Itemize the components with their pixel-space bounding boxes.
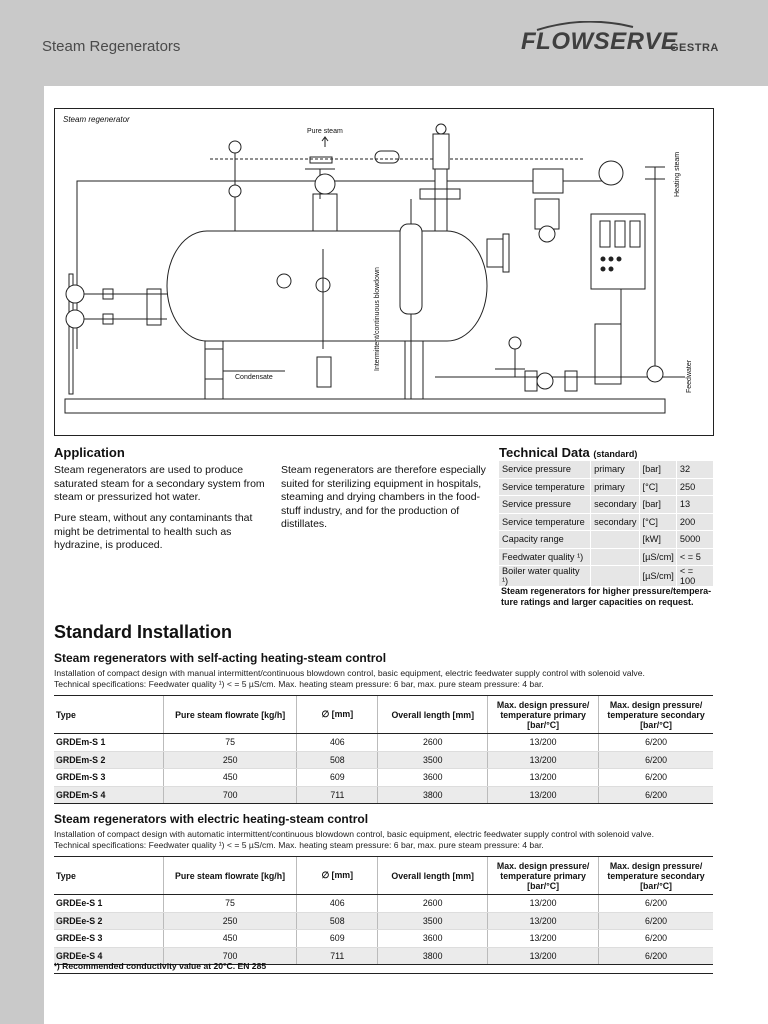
- technical-data-cell: [591, 531, 639, 549]
- table-cell: 13/200: [488, 751, 599, 769]
- technical-data-table: [499, 461, 713, 587]
- technical-data-cell: < = 5: [676, 548, 713, 566]
- table-row: [54, 786, 713, 804]
- table-cell: 6/200: [599, 930, 713, 948]
- table-cell: 6/200: [599, 895, 713, 913]
- application-col1-p1: Steam regenerators are used to produce saturated steam for a secondary system from steam or pressurized hot water.: [54, 464, 265, 503]
- technical-data-cell: [bar]: [639, 461, 676, 478]
- table-cell: 406: [297, 895, 378, 913]
- table-cell: 508: [297, 912, 378, 930]
- table-row: [54, 912, 713, 930]
- table-cell: 6/200: [599, 786, 713, 804]
- technical-data-row: [499, 566, 713, 587]
- self-acting-desc1: Installation of compact design with manual intermittent/continuous blowdown control, basic equipment, electric feedwater supply control with solenoid valve.: [54, 668, 645, 678]
- table-cell: 6/200: [599, 734, 713, 752]
- technical-data-row: [499, 496, 713, 514]
- technical-data-cell: Service pressure: [499, 496, 591, 514]
- label-blowdown: Intermittent/continuous blowdown: [374, 267, 381, 371]
- table-cell: 711: [297, 947, 378, 965]
- technical-data-suffix: (standard): [593, 449, 638, 459]
- table-header-cell: Max. design pressure/ temperature secondary [bar/°C]: [599, 857, 713, 895]
- schematic-drawing: [55, 109, 713, 435]
- table-row: [54, 895, 713, 913]
- table-header-cell: Max. design pressure/ temperature primary [bar/°C]: [488, 857, 599, 895]
- table-cell: 609: [297, 769, 378, 787]
- technical-data-cell: 13: [676, 496, 713, 514]
- table-cell: 250: [164, 751, 297, 769]
- table-header-cell: ∅ [mm]: [297, 696, 378, 734]
- technical-data-cell: [°C]: [639, 478, 676, 496]
- table-cell: 75: [164, 734, 297, 752]
- table-cell: 450: [164, 769, 297, 787]
- table-cell: 3500: [378, 912, 488, 930]
- table-cell: 700: [163, 947, 296, 965]
- self-acting-desc2: Technical specifications: Feedwater quality ¹) < = 5 µS/cm. Max. heating steam pressure: 6 bar, max. pure steam pressure: 4 bar.: [54, 679, 544, 689]
- table-header-cell: Overall length [mm]: [378, 857, 488, 895]
- technical-data-cell: [°C]: [639, 513, 676, 531]
- technical-data-cell: [µS/cm]: [639, 566, 676, 587]
- label-condensate: Condensate: [235, 374, 273, 381]
- table-cell: GRDEe-S 1: [54, 895, 163, 913]
- technical-data-cell: Feedwater quality ¹): [499, 548, 591, 566]
- table-header-cell: Overall length [mm]: [378, 696, 488, 734]
- technical-data-cell: Service temperature: [499, 478, 591, 496]
- gestra-logo: GESTRA: [670, 42, 719, 54]
- page-title: Steam Regenerators: [42, 38, 181, 55]
- table-header-row: [54, 857, 713, 895]
- figure-caption: Steam regenerator: [63, 115, 130, 124]
- technical-data-cell: [bar]: [639, 496, 676, 514]
- technical-data-cell: 250: [676, 478, 713, 496]
- application-col1-p2: Pure steam, without any contaminants that might be detrimental to health such as hydrazine, is produced.: [54, 512, 253, 551]
- self-acting-heading: Steam regenerators with self-acting heating-steam control: [54, 651, 387, 665]
- page-header: [0, 0, 768, 86]
- technical-data-cell: [591, 548, 639, 566]
- technical-data-cell: primary: [591, 461, 639, 478]
- table-cell: 3800: [378, 947, 488, 965]
- table-header-cell: Max. design pressure/ temperature secondary [bar/°C]: [599, 696, 713, 734]
- table-cell: 609: [297, 930, 378, 948]
- technical-data-row: [499, 548, 713, 566]
- electric-table: [54, 856, 713, 965]
- table-cell: GRDEm-S 3: [54, 769, 164, 787]
- table-cell: 450: [163, 930, 296, 948]
- label-feedwater: Feedwater: [686, 359, 693, 393]
- table-cell: GRDEm-S 2: [54, 751, 164, 769]
- technical-data-cell: 200: [676, 513, 713, 531]
- technical-data-cell: [591, 566, 639, 587]
- table-cell: 508: [297, 751, 378, 769]
- technical-data-row: [499, 513, 713, 531]
- table-cell: 13/200: [488, 769, 599, 787]
- table-header-cell: ∅ [mm]: [297, 857, 378, 895]
- table-row: [54, 930, 713, 948]
- footnote: ¹) Recommended conductivity value at 20°C. EN 285: [54, 961, 267, 971]
- electric-desc2: Technical specifications: Feedwater quality ¹) < = 5 µS/cm. Max. heating steam pressure: 6 bar, max. pure steam pressure: 4 bar.: [54, 840, 544, 850]
- table-row: [54, 751, 713, 769]
- table-cell: GRDEm-S 4: [54, 786, 164, 804]
- technical-data-cell: primary: [591, 478, 639, 496]
- technical-data-cell: < = 100: [676, 566, 713, 587]
- table-cell: 13/200: [488, 930, 599, 948]
- technical-data-row: [499, 531, 713, 549]
- technical-data-cell: [kW]: [639, 531, 676, 549]
- table-row: [54, 769, 713, 787]
- technical-data-cell: 32: [676, 461, 713, 478]
- table-cell: 700: [164, 786, 297, 804]
- table-cell: GRDEe-S 4: [54, 947, 163, 965]
- table-cell: 13/200: [488, 947, 599, 965]
- table-cell: 13/200: [488, 734, 599, 752]
- table-cell: GRDEm-S 1: [54, 734, 164, 752]
- table-cell: 6/200: [599, 947, 713, 965]
- technical-data-cell: Service temperature: [499, 513, 591, 531]
- technical-data-cell: secondary: [591, 496, 639, 514]
- technical-data-cell: Capacity range: [499, 531, 591, 549]
- technical-data-heading: [499, 445, 637, 460]
- technical-data-row: [499, 461, 713, 478]
- table-cell: 2600: [378, 895, 488, 913]
- flowserve-logo: FLOWSERVE: [521, 28, 678, 55]
- table-cell: 6/200: [599, 769, 713, 787]
- table-cell: 13/200: [488, 786, 599, 804]
- table-cell: GRDEe-S 2: [54, 912, 163, 930]
- standard-installation-heading: Standard Installation: [54, 622, 233, 642]
- technical-data-cell: Boiler water quality ¹): [499, 566, 591, 587]
- table-row: [54, 734, 713, 752]
- steam-regenerator-diagram: [54, 108, 714, 436]
- technical-data-title: Technical Data: [499, 445, 590, 460]
- label-heating-steam: Heating steam: [674, 151, 681, 197]
- table-cell: 3800: [378, 786, 488, 804]
- table-cell: 3500: [378, 751, 488, 769]
- table-cell: 3600: [378, 769, 488, 787]
- table-header-cell: Type: [54, 696, 164, 734]
- table-header-row: [54, 696, 713, 734]
- table-cell: 3600: [378, 930, 488, 948]
- table-header-cell: Pure steam flowrate [kg/h]: [163, 857, 296, 895]
- technical-data-cell: 5000: [676, 531, 713, 549]
- table-cell: 6/200: [599, 912, 713, 930]
- technical-data-note: Steam regenerators for higher pressure/tempera-ture ratings and larger capacities on request.: [501, 586, 712, 607]
- technical-data-cell: Service pressure: [499, 461, 591, 478]
- application-heading: Application: [54, 445, 125, 460]
- technical-data-cell: secondary: [591, 513, 639, 531]
- application-col2-p1: Steam regenerators are therefore especially suited for sterilizing equipment in hospitals, steaming and drying chambers in the food-stuff industry, and for the production of distillates.: [281, 464, 486, 530]
- footnote-rule: [54, 973, 713, 974]
- left-margin-band: [0, 86, 44, 1024]
- table-cell: GRDEe-S 3: [54, 930, 163, 948]
- table-cell: 2600: [378, 734, 488, 752]
- table-cell: 6/200: [599, 751, 713, 769]
- table-cell: 13/200: [488, 895, 599, 913]
- table-header-cell: Pure steam flowrate [kg/h]: [164, 696, 297, 734]
- table-cell: 250: [163, 912, 296, 930]
- electric-heading: Steam regenerators with electric heating-steam control: [54, 812, 369, 826]
- table-cell: 13/200: [488, 912, 599, 930]
- table-header-cell: Max. design pressure/ temperature primary [bar/°C]: [488, 696, 599, 734]
- label-pure-steam: Pure steam: [307, 128, 343, 135]
- table-header-cell: Type: [54, 857, 163, 895]
- table-cell: 75: [163, 895, 296, 913]
- self-acting-table: [54, 695, 713, 804]
- electric-desc1: Installation of compact design with automatic intermittent/continuous blowdown control, basic equipment, electric feedwater supply control with solenoid valve.: [54, 829, 654, 839]
- technical-data-cell: [µS/cm]: [639, 548, 676, 566]
- table-cell: 711: [297, 786, 378, 804]
- technical-data-row: [499, 478, 713, 496]
- table-cell: 406: [297, 734, 378, 752]
